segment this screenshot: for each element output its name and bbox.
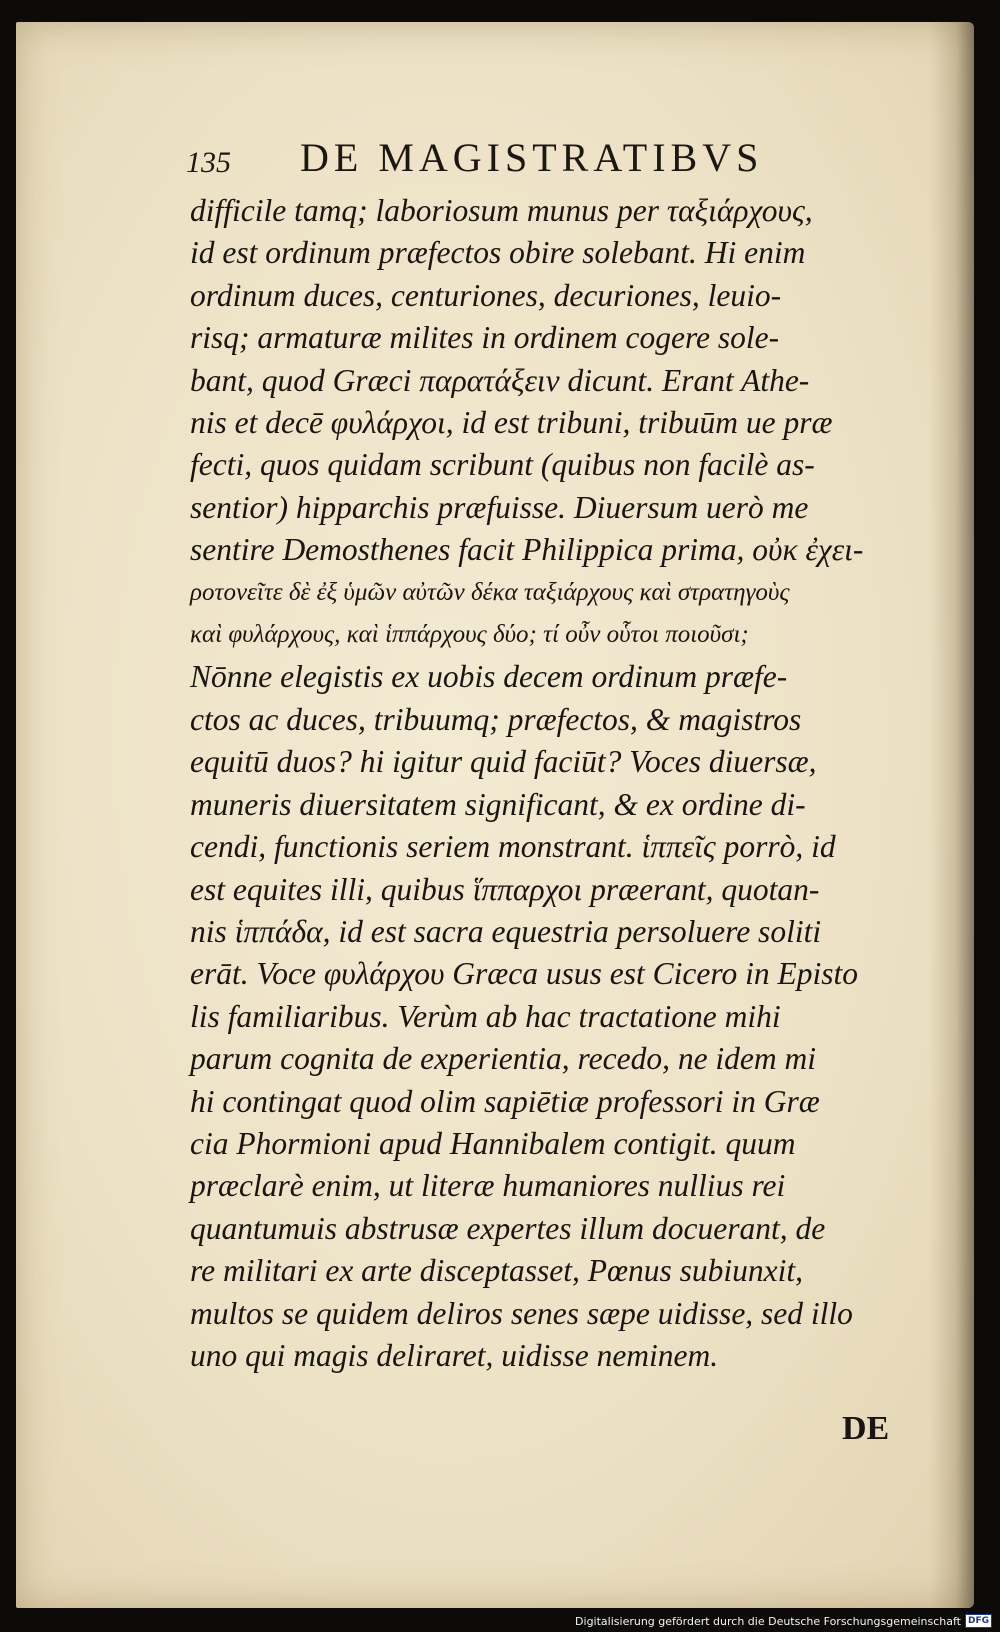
text-line: bant, quod Græci παρατάξειν dicunt. Erant Athe- bbox=[190, 362, 810, 398]
digitization-credit bbox=[575, 1614, 992, 1628]
text-line-greek: ροτονεῖτε δὲ ἐξ ὑμῶν αὐτῶν δέκα ταξιάρχους καὶ στρατηγοὺς bbox=[190, 578, 790, 606]
page-gutter-shadow bbox=[930, 22, 974, 1608]
text-line: multos se quidem deliros senes sæpe uidisse, sed illo bbox=[190, 1295, 853, 1331]
text-line: re militari ex arte disceptasset, Pœnus subiunxit, bbox=[190, 1253, 804, 1289]
catchword: DE bbox=[842, 1410, 890, 1447]
text-line: id est ordinum præfectos obire solebant. Hi enim bbox=[190, 235, 806, 271]
text-line: risq; armaturæ milites in ordinem cogere sole- bbox=[190, 320, 780, 356]
text-line: præclarè enim, ut literæ humaniores nullius rei bbox=[190, 1168, 786, 1204]
text-line: Nōnne elegistis ex uobis decem ordinum præfe- bbox=[190, 659, 788, 695]
text-line: ordinum duces, centuriones, decuriones, leuio- bbox=[190, 277, 782, 313]
text-line: nis et decē φυλάρχοι, id est tribuni, tribuūm ue præ bbox=[190, 405, 833, 441]
text-line: sentior) hipparchis præfuisse. Diuersum uerò me bbox=[190, 489, 809, 525]
text-line: parum cognita de experientia, recedo, ne idem mi bbox=[190, 1041, 817, 1077]
text-line: cia Phormioni apud Hannibalem contigit. quum bbox=[190, 1125, 796, 1161]
book-page bbox=[16, 22, 974, 1608]
text-line: erāt. Voce φυλάρχου Græca usus est Cicero in Episto bbox=[190, 956, 858, 992]
running-head: DE MAGISTRATIBVS bbox=[300, 135, 764, 180]
text-line: muneris diuersitatem significant, & ex ordine di- bbox=[190, 786, 806, 822]
body-text bbox=[190, 190, 910, 1377]
text-line: sentire Demosthenes facit Philippica prima, οὐκ ἐχει- bbox=[190, 532, 864, 568]
text-line: fecti, quos quidam scribunt (quibus non facilè as- bbox=[190, 447, 815, 483]
text-line: est equites illi, quibus ἵππαρχοι præerant, quotan- bbox=[190, 871, 820, 907]
page-number: 135 bbox=[186, 146, 231, 179]
dfg-logo-icon: DFG bbox=[965, 1614, 992, 1628]
text-line: cendi, functionis seriem monstrant. ἱππεῖς porrò, id bbox=[190, 829, 836, 865]
text-line: equitū duos? hi igitur quid faciūt? Voces diuersæ, bbox=[190, 744, 817, 780]
text-line: lis familiaribus. Verùm ab hac tractatione mihi bbox=[190, 998, 781, 1034]
page-header bbox=[176, 130, 906, 186]
text-line: ctos ac duces, tribuumq; præfectos, & magistros bbox=[190, 701, 802, 737]
text-line: hi contingat quod olim sapiētiæ professori in Græ bbox=[190, 1083, 820, 1119]
credit-text: Digitalisierung gefördert durch die Deutsche Forschungsgemeinschaft bbox=[575, 1614, 961, 1628]
text-line-greek: καὶ φυλάρχους, καὶ ἱππάρχους δύο; τί οὖν οὗτοι ποιοῦσι; bbox=[190, 621, 749, 649]
text-line: nis ἱππάδα, id est sacra equestria persoluere soliti bbox=[190, 913, 822, 949]
text-line: quantumuis abstrusæ expertes illum docuerant, de bbox=[190, 1210, 826, 1246]
text-line: uno qui magis deliraret, uidisse neminem. bbox=[190, 1337, 719, 1373]
text-line: difficile tamq; laboriosum munus per ταξιάρχους, bbox=[190, 193, 813, 228]
